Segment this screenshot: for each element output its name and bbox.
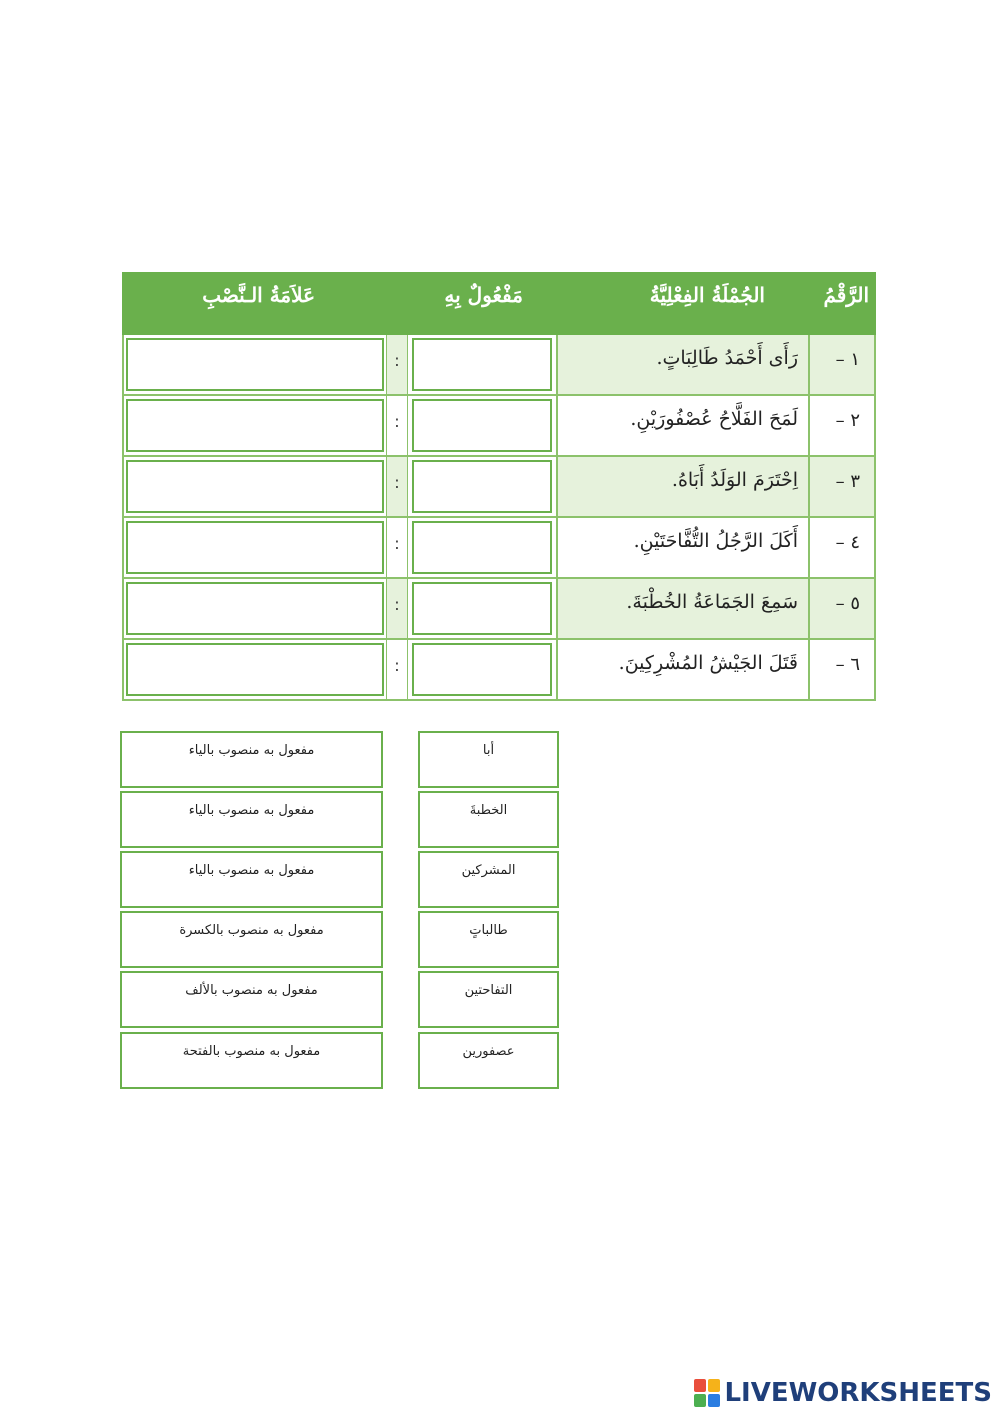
sentence-text: لَمَحَ الفَلَّاحُ عُصْفُورَيْنِ. (630, 408, 798, 430)
table-row (122, 457, 876, 518)
object-cell (408, 518, 556, 577)
mark-drop-zone[interactable] (126, 460, 384, 513)
object-drop-zone[interactable] (412, 460, 552, 513)
row-number-cell (808, 518, 874, 577)
mark-drop-zone[interactable] (126, 643, 384, 696)
object-drop-zone[interactable] (412, 338, 552, 391)
sentence-text: قَتَلَ الجَيْشُ المُشْرِكِينَ. (618, 652, 798, 674)
mark-option-label: مفعول به منصوب بالألف (185, 983, 318, 998)
table-row (122, 579, 876, 640)
logo-text: LIVEWORKSHEETS (724, 1378, 992, 1408)
object-cell (408, 335, 556, 394)
colon: : (394, 595, 400, 614)
object-option-label: أبا (482, 743, 495, 758)
sentence-cell (556, 579, 808, 638)
row-number-cell (808, 396, 874, 455)
mark-cell (124, 518, 386, 577)
row-number: ٤ – (835, 532, 860, 553)
liveworksheets-logo (694, 1378, 992, 1408)
colon-cell (386, 579, 408, 638)
header-mark: عَلاَمَةُ الـنَّصْبِ (202, 283, 315, 307)
mark-drop-zone[interactable] (126, 338, 384, 391)
object-option[interactable] (418, 1032, 559, 1089)
object-option[interactable] (418, 851, 559, 908)
header-object: مَفْعُولٌ بِهِ (444, 283, 523, 307)
sentence-cell (556, 335, 808, 394)
colon-cell (386, 640, 408, 699)
table-row (122, 640, 876, 701)
mark-option-label: مفعول به منصوب بالفتحة (182, 1044, 321, 1059)
sentence-text: أَكَلَ الرَّجُلُ التُّفَّاحَتَيْنِ. (633, 530, 798, 552)
header-sentence: الجُمْلَةُ الفِعْلِيَّةُ (649, 283, 765, 307)
mark-option[interactable] (120, 971, 383, 1028)
object-option[interactable] (418, 731, 559, 788)
mark-cell (124, 579, 386, 638)
colon: : (394, 351, 400, 370)
sentence-cell (556, 457, 808, 516)
colon: : (394, 534, 400, 553)
sentence-text: رَأَى أَحْمَدُ طَالِبَاتٍ. (656, 347, 798, 369)
object-option-label: الخطبةَ (469, 803, 508, 818)
mark-option-label: مفعول به منصوب بالياء (188, 863, 315, 878)
mark-option[interactable] (120, 851, 383, 908)
colon: : (394, 656, 400, 675)
object-cell (408, 579, 556, 638)
logo-mark-icon (694, 1379, 720, 1407)
sentence-text: سَمِعَ الجَمَاعَةُ الخُطْبَةَ. (626, 591, 798, 613)
exercise-table (122, 272, 876, 701)
table-row (122, 335, 876, 396)
object-option[interactable] (418, 911, 559, 968)
mark-cell (124, 335, 386, 394)
mark-drop-zone[interactable] (126, 521, 384, 574)
table-row (122, 396, 876, 457)
mark-option[interactable] (120, 1032, 383, 1089)
row-number: ٢ – (835, 410, 860, 431)
mark-cell (124, 457, 386, 516)
object-option-label: طالباتٍ (469, 923, 508, 938)
object-option-label: عصفورين (462, 1044, 515, 1059)
object-option[interactable] (418, 791, 559, 848)
colon-cell (386, 335, 408, 394)
row-number: ٦ – (835, 654, 860, 675)
mark-cell (124, 640, 386, 699)
table-header (122, 272, 876, 335)
mark-cell (124, 396, 386, 455)
row-number: ٣ – (835, 471, 860, 492)
sentence-text: اِحْتَرَمَ الوَلَدُ أَبَاهُ. (671, 469, 798, 491)
object-option[interactable] (418, 971, 559, 1028)
mark-option[interactable] (120, 911, 383, 968)
mark-option-label: مفعول به منصوب بالياء (188, 743, 315, 758)
colon-cell (386, 518, 408, 577)
mark-drop-zone[interactable] (126, 399, 384, 452)
colon: : (394, 473, 400, 492)
sentence-cell (556, 396, 808, 455)
object-drop-zone[interactable] (412, 582, 552, 635)
colon: : (394, 412, 400, 431)
object-cell (408, 396, 556, 455)
object-drop-zone[interactable] (412, 521, 552, 574)
object-option-label: المشركين (461, 863, 516, 878)
row-number-cell (808, 640, 874, 699)
mark-option[interactable] (120, 791, 383, 848)
mark-option[interactable] (120, 731, 383, 788)
row-number-cell (808, 335, 874, 394)
row-number: ١ – (835, 349, 860, 370)
object-cell (408, 640, 556, 699)
object-drop-zone[interactable] (412, 643, 552, 696)
object-cell (408, 457, 556, 516)
header-number: الرَّقْمُ (823, 283, 869, 307)
sentence-cell (556, 640, 808, 699)
mark-option-label: مفعول به منصوب بالياء (188, 803, 315, 818)
table-row (122, 518, 876, 579)
row-number: ٥ – (835, 593, 860, 614)
mark-option-label: مفعول به منصوب بالكسرة (179, 923, 324, 938)
object-option-label: التفاحتين (464, 983, 513, 998)
colon-cell (386, 457, 408, 516)
colon-cell (386, 396, 408, 455)
sentence-cell (556, 518, 808, 577)
mark-drop-zone[interactable] (126, 582, 384, 635)
object-drop-zone[interactable] (412, 399, 552, 452)
row-number-cell (808, 457, 874, 516)
row-number-cell (808, 579, 874, 638)
